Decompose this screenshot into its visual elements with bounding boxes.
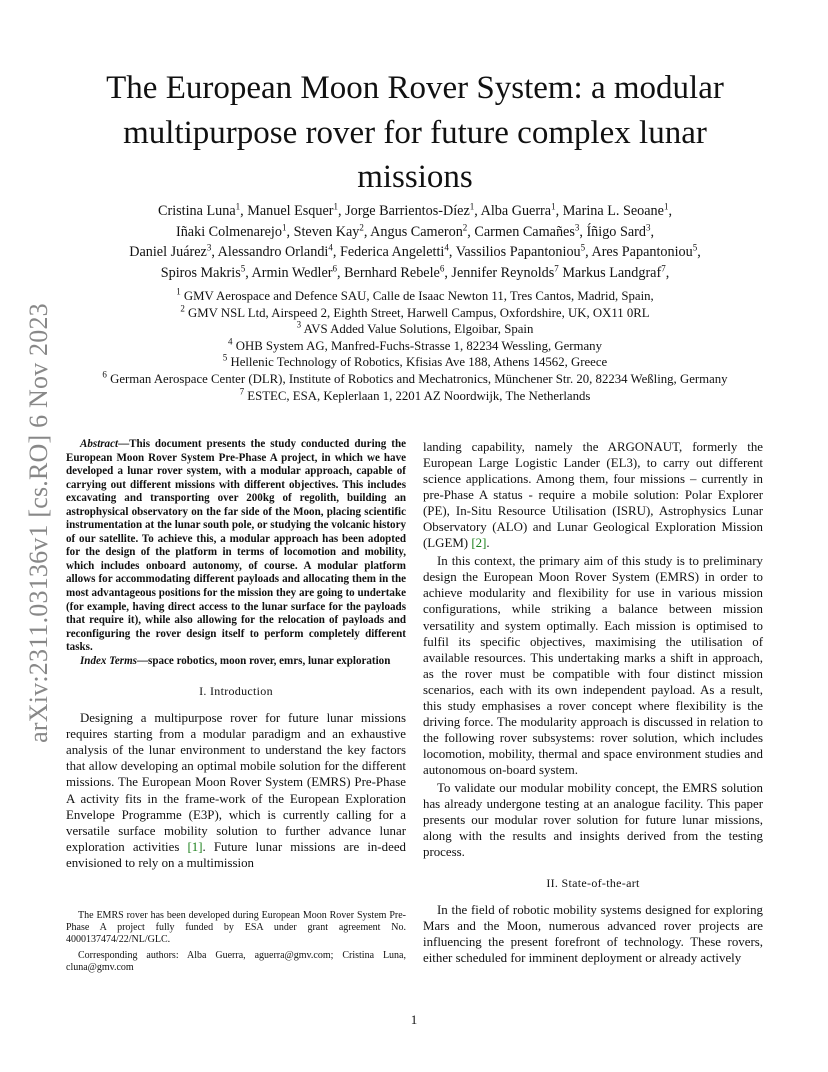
author-line: Cristina Luna$^1$, Manuel Esquer$^1$, Jorge Barrientos-Díez$^1$, Alba Guerra$^1$, Marina L. Seoane$^1$, — [158, 201, 672, 219]
affiliation-item: $^1$ GMV Aerospace and Defence SAU, Calle de Isaac Newton 11, Tres Cantos, Madrid, Spain, — [176, 286, 654, 303]
footnotes — [66, 910, 406, 974]
affiliation-item: $^4$ OHB System AG, Manfred-Fuchs-Strasse 1, 82234 Wessling, Germany — [228, 336, 602, 353]
abstract-text: —This document presents the study conducted during the European Moon Rover System Pre-Phase A project, in which we have developed a lunar rover system, with a modular approach, capable of carrying out different missions with different objectives. This includes excavating and transporting over 200kg of regolith, building an astrophysical observatory on the far side of the Moon, placing scientific instrumentation at the lunar south pole, or studying the volcanic history of our satellite. To achieve this, a modular approach has been adopted for the design of the platform in terms of locomotion and mobility, which includes onboard autonomy, of course. A modular platform allows for accommodating different payloads and allocating them in the most advantageous positions for the mission they are going to undertake (for example, having direct access to the lunar surface for the payloads that require it), while also allowing for the relocation of payloads and reconfiguring the rover design itself to perform completely different tasks. — [66, 438, 406, 654]
footnote-corresponding: Corresponding authors: Alba Guerra, aguerra@gmv.com; Cristina Luna, cluna@gmv.com — [66, 950, 406, 973]
arxiv-stamp — [14, 288, 64, 758]
paper-title: The European Moon Rover System: a modular multipurpose rover for future complex lunar missions — [106, 70, 724, 195]
index-terms-text: —space robotics, moon rover, emrs, lunar exploration — [136, 654, 391, 667]
intro-paragraph-2: In this context, the primary aim of this study is to preliminary design the European Moon Rover System (EMRS) in order to achieve modularity and flexibility for use in various mission configurations, while striking a balance between mission versatility and system optimally. Each mission is optimised to fulfil its specific objectives, maximising the utilisation of available resources. This undertaking marks a shift in approach, as the rover must be compatible with four distinct mission scenarios, each with its own independent payload. As a result, this study emphasises a rover concept where flexibility is the driving force. The modularity approach is discussed in relation to the following rover subsystems: rover solution, which includes locomotion, mobility, thermal and space environment studies and autonomous on-board system. — [423, 554, 763, 777]
arxiv-stamp-text: arXiv:2311.03136v1 [cs.RO] 6 Nov 2023 — [24, 303, 54, 743]
index-terms — [66, 655, 406, 669]
index-terms-label: Index Terms — [80, 654, 137, 667]
right-column — [423, 439, 763, 966]
intro-paragraph: Designing a multipurpose rover for future lunar missions requires starting from a modular paradigm and an exhaustive analysis of the lunar environment to understand the key factors that allow developing an optimal mobile solution for the different missions. The European Moon Rover System (EMRS) Pre-Phase A activity fits in the frame-work of the European Exploration Envelope Programme (E3P), which is currently calling for a versatile surface mobility solution to further advance lunar exploration activities [1]. Future lunar missions are in-deed envisioned to rely on a multimission — [66, 711, 406, 870]
left-column — [66, 438, 406, 871]
author-line: Spiros Makris$^5$, Armin Wedler$^6$, Bernhard Rebele$^6$, Jennifer Reynolds$^7$ Markus Landgraf$^7$, — [160, 262, 670, 281]
section-heading-state-of-the-art: II. State-of-the-art — [546, 876, 640, 891]
affiliation-item: $^6$ German Aerospace Center (DLR), Institute of Robotics and Mechatronics, Münchener Str. 20, 82234 Weßling, Germany — [102, 369, 728, 386]
intro-paragraph-3: To validate our modular mobility concept, the EMRS solution has already undergone testing at an analogue facility. This paper presents our modular rover solution for future lunar missions, along with the results and insights derived from the testing process. — [423, 780, 763, 860]
abstract-label: Abstract — [80, 438, 119, 450]
author-list — [70, 201, 760, 283]
affiliation-item: $^3$ AVS Added Value Solutions, Elgoibar, Spain — [296, 319, 534, 337]
section-heading-introduction: I. Introduction — [199, 684, 273, 699]
citation-link[interactable]: [2] — [471, 536, 487, 551]
affiliation-item: $^7$ ESTEC, ESA, Keplerlaan 1, 2201 AZ Noordwijk, The Netherlands — [239, 386, 591, 403]
page-number: 1 — [410, 1012, 418, 1027]
affiliation-item: $^2$ GMV NSL Ltd, Airspeed 2, Eighth Street, Harwell Campus, Oxfordshire, UK, OX11 0RL — [180, 303, 650, 320]
footnote-funding: The EMRS rover has been developed during European Moon Rover System Pre-Phase A project fully funded by ESA under grant agreement No. 4000137474/22/NL/GLC. — [66, 910, 406, 945]
affiliation-list — [70, 288, 760, 404]
state-of-the-art-paragraph: In the field of robotic mobility systems designed for exploring Mars and the Moon, numerous advanced rover projects are influencing the present forefront of technology. These rovers, either scheduled for imminent deployment or already actively — [423, 903, 763, 966]
abstract — [66, 438, 406, 655]
intro-paragraph-continued: landing capability, namely the ARGONAUT, formerly the European Large Logistic Lander (EL3), to carry out different science applications. Among them, four missions – currently in pre-Phase A status - require a mobile solution: Polar Explorer (PE), In-Situ Resource Utilisation (ISRU), Astrophysics Lunar Observatory (ALO) and Lunar Geological Exploration Mission (LGEM) [2]. — [423, 440, 763, 551]
author-line: Iñaki Colmenarejo$^1$, Steven Kay$^2$, Angus Cameron$^2$, Carmen Camañes$^3$, Íñigo Sard$^3$, — [175, 221, 655, 240]
affiliation-item: $^5$ Hellenic Technology of Robotics, Kfisias Ave 188, Athens 14562, Greece — [222, 353, 608, 370]
citation-link[interactable]: [1] — [187, 839, 203, 854]
author-line: Daniel Juárez$^3$, Alessandro Orlandi$^4$, Federica Angeletti$^4$, Vassilios Papantoniou$^5$, Ares Papantoniou$^5$, — [129, 242, 701, 260]
